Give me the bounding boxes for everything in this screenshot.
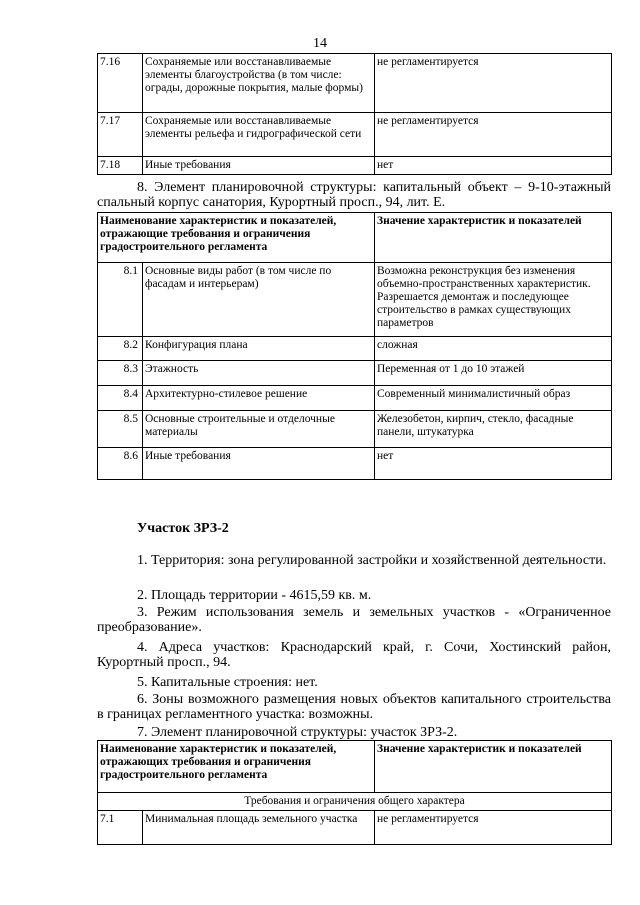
table-row bbox=[98, 361, 612, 386]
paragraph-zones: 6. Зоны возможного размещения новых объектов капитального строительства в границах регламентного участка: возможны. bbox=[97, 692, 611, 722]
table-header-row bbox=[98, 741, 612, 793]
row-value: не регламентируется bbox=[375, 54, 612, 113]
column-header-value: Значение характеристик и показателей bbox=[375, 213, 612, 263]
table-zrz-2 bbox=[97, 740, 612, 845]
table-row bbox=[98, 337, 612, 361]
paragraph-buildings: 5. Капитальные строения: нет. bbox=[137, 675, 318, 690]
row-characteristic: Основные строительные и отделочные материалы bbox=[143, 411, 375, 448]
table-row bbox=[98, 386, 612, 411]
row-value: Современный минималистичный образ bbox=[375, 386, 612, 411]
row-value: Переменная от 1 до 10 этажей bbox=[375, 361, 612, 386]
row-characteristic: Иные требования bbox=[143, 157, 375, 175]
row-value: Железобетон, кирпич, стекло, фасадные панели, штукатурка bbox=[375, 411, 612, 448]
table-section-8 bbox=[97, 212, 612, 480]
column-header-characteristic: Наименование характеристик и показателей, отражающие требования и ограничения градостроительного регламента bbox=[98, 213, 375, 263]
page-number: 14 bbox=[313, 36, 327, 51]
row-value: нет bbox=[375, 448, 612, 480]
row-characteristic: Минимальная площадь земельного участка bbox=[143, 811, 375, 845]
paragraph-area: 2. Площадь территории - 4615,59 кв. м. bbox=[137, 588, 372, 603]
column-header-value: Значение характеристик и показателей bbox=[375, 741, 612, 793]
table-row bbox=[98, 448, 612, 480]
row-value: не регламентируется bbox=[375, 113, 612, 157]
column-header-characteristic: Наименование характеристик и показателей, отражающих требования и ограничения градостроительного регламента bbox=[98, 741, 375, 793]
paragraph-territory: 1. Территория: зона регулированной застройки и хозяйственной деятельности. bbox=[137, 553, 607, 568]
row-number: 7.17 bbox=[98, 113, 143, 157]
paragraph-element: 7. Элемент планировочной структуры: участок ЗРЗ-2. bbox=[137, 725, 458, 740]
table-row bbox=[98, 113, 612, 157]
row-number: 8.1 bbox=[98, 263, 143, 337]
table-row bbox=[98, 157, 612, 175]
row-characteristic: Архитектурно-стилевое решение bbox=[143, 386, 375, 411]
row-number: 8.6 bbox=[98, 448, 143, 480]
table-continued bbox=[97, 53, 612, 175]
paragraph-land-use: 3. Режим использования земель и земельных участков - «Ограниченное преобразование». bbox=[97, 605, 611, 635]
row-number: 8.5 bbox=[98, 411, 143, 448]
row-characteristic: Основные виды работ (в том числе по фасадам и интерьерам) bbox=[143, 263, 375, 337]
table-row bbox=[98, 263, 612, 337]
row-characteristic: Конфигурация плана bbox=[143, 337, 375, 361]
table-subheader: Требования и ограничения общего характера bbox=[98, 793, 612, 811]
section-8-paragraph: 8. Элемент планировочной структуры: капитальный объект – 9-10-этажный спальный корпус санатория, Курортный просп., 94, лит. Е. bbox=[97, 180, 611, 210]
paragraph-address: 4. Адреса участков: Краснодарский край, г. Сочи, Хостинский район, Курортный просп., 94. bbox=[97, 640, 611, 670]
row-value: не регламентируется bbox=[375, 811, 612, 845]
table-subheader-row bbox=[98, 793, 612, 811]
row-number: 7.16 bbox=[98, 54, 143, 113]
row-characteristic: Сохраняемые или восстанавливаемые элементы рельефа и гидрографической сети bbox=[143, 113, 375, 157]
row-characteristic: Иные требования bbox=[143, 448, 375, 480]
row-characteristic: Сохраняемые или восстанавливаемые элементы благоустройства (в том числе: ограды, дорожные покрытия, малые формы) bbox=[143, 54, 375, 113]
table-row bbox=[98, 54, 612, 113]
table-row bbox=[98, 411, 612, 448]
row-value: сложная bbox=[375, 337, 612, 361]
row-value: нет bbox=[375, 157, 612, 175]
row-characteristic: Этажность bbox=[143, 361, 375, 386]
row-number: 7.1 bbox=[98, 811, 143, 845]
row-number: 8.2 bbox=[98, 337, 143, 361]
row-number: 8.4 bbox=[98, 386, 143, 411]
row-number: 7.18 bbox=[98, 157, 143, 175]
table-header-row bbox=[98, 213, 612, 263]
section-heading: Участок ЗРЗ-2 bbox=[137, 521, 229, 536]
row-value: Возможна реконструкция без изменения объемно-пространственных характеристик. Разрешается демонтаж и последующее строительство в рамках существующих параметров bbox=[375, 263, 612, 337]
table-row bbox=[98, 811, 612, 845]
row-number: 8.3 bbox=[98, 361, 143, 386]
